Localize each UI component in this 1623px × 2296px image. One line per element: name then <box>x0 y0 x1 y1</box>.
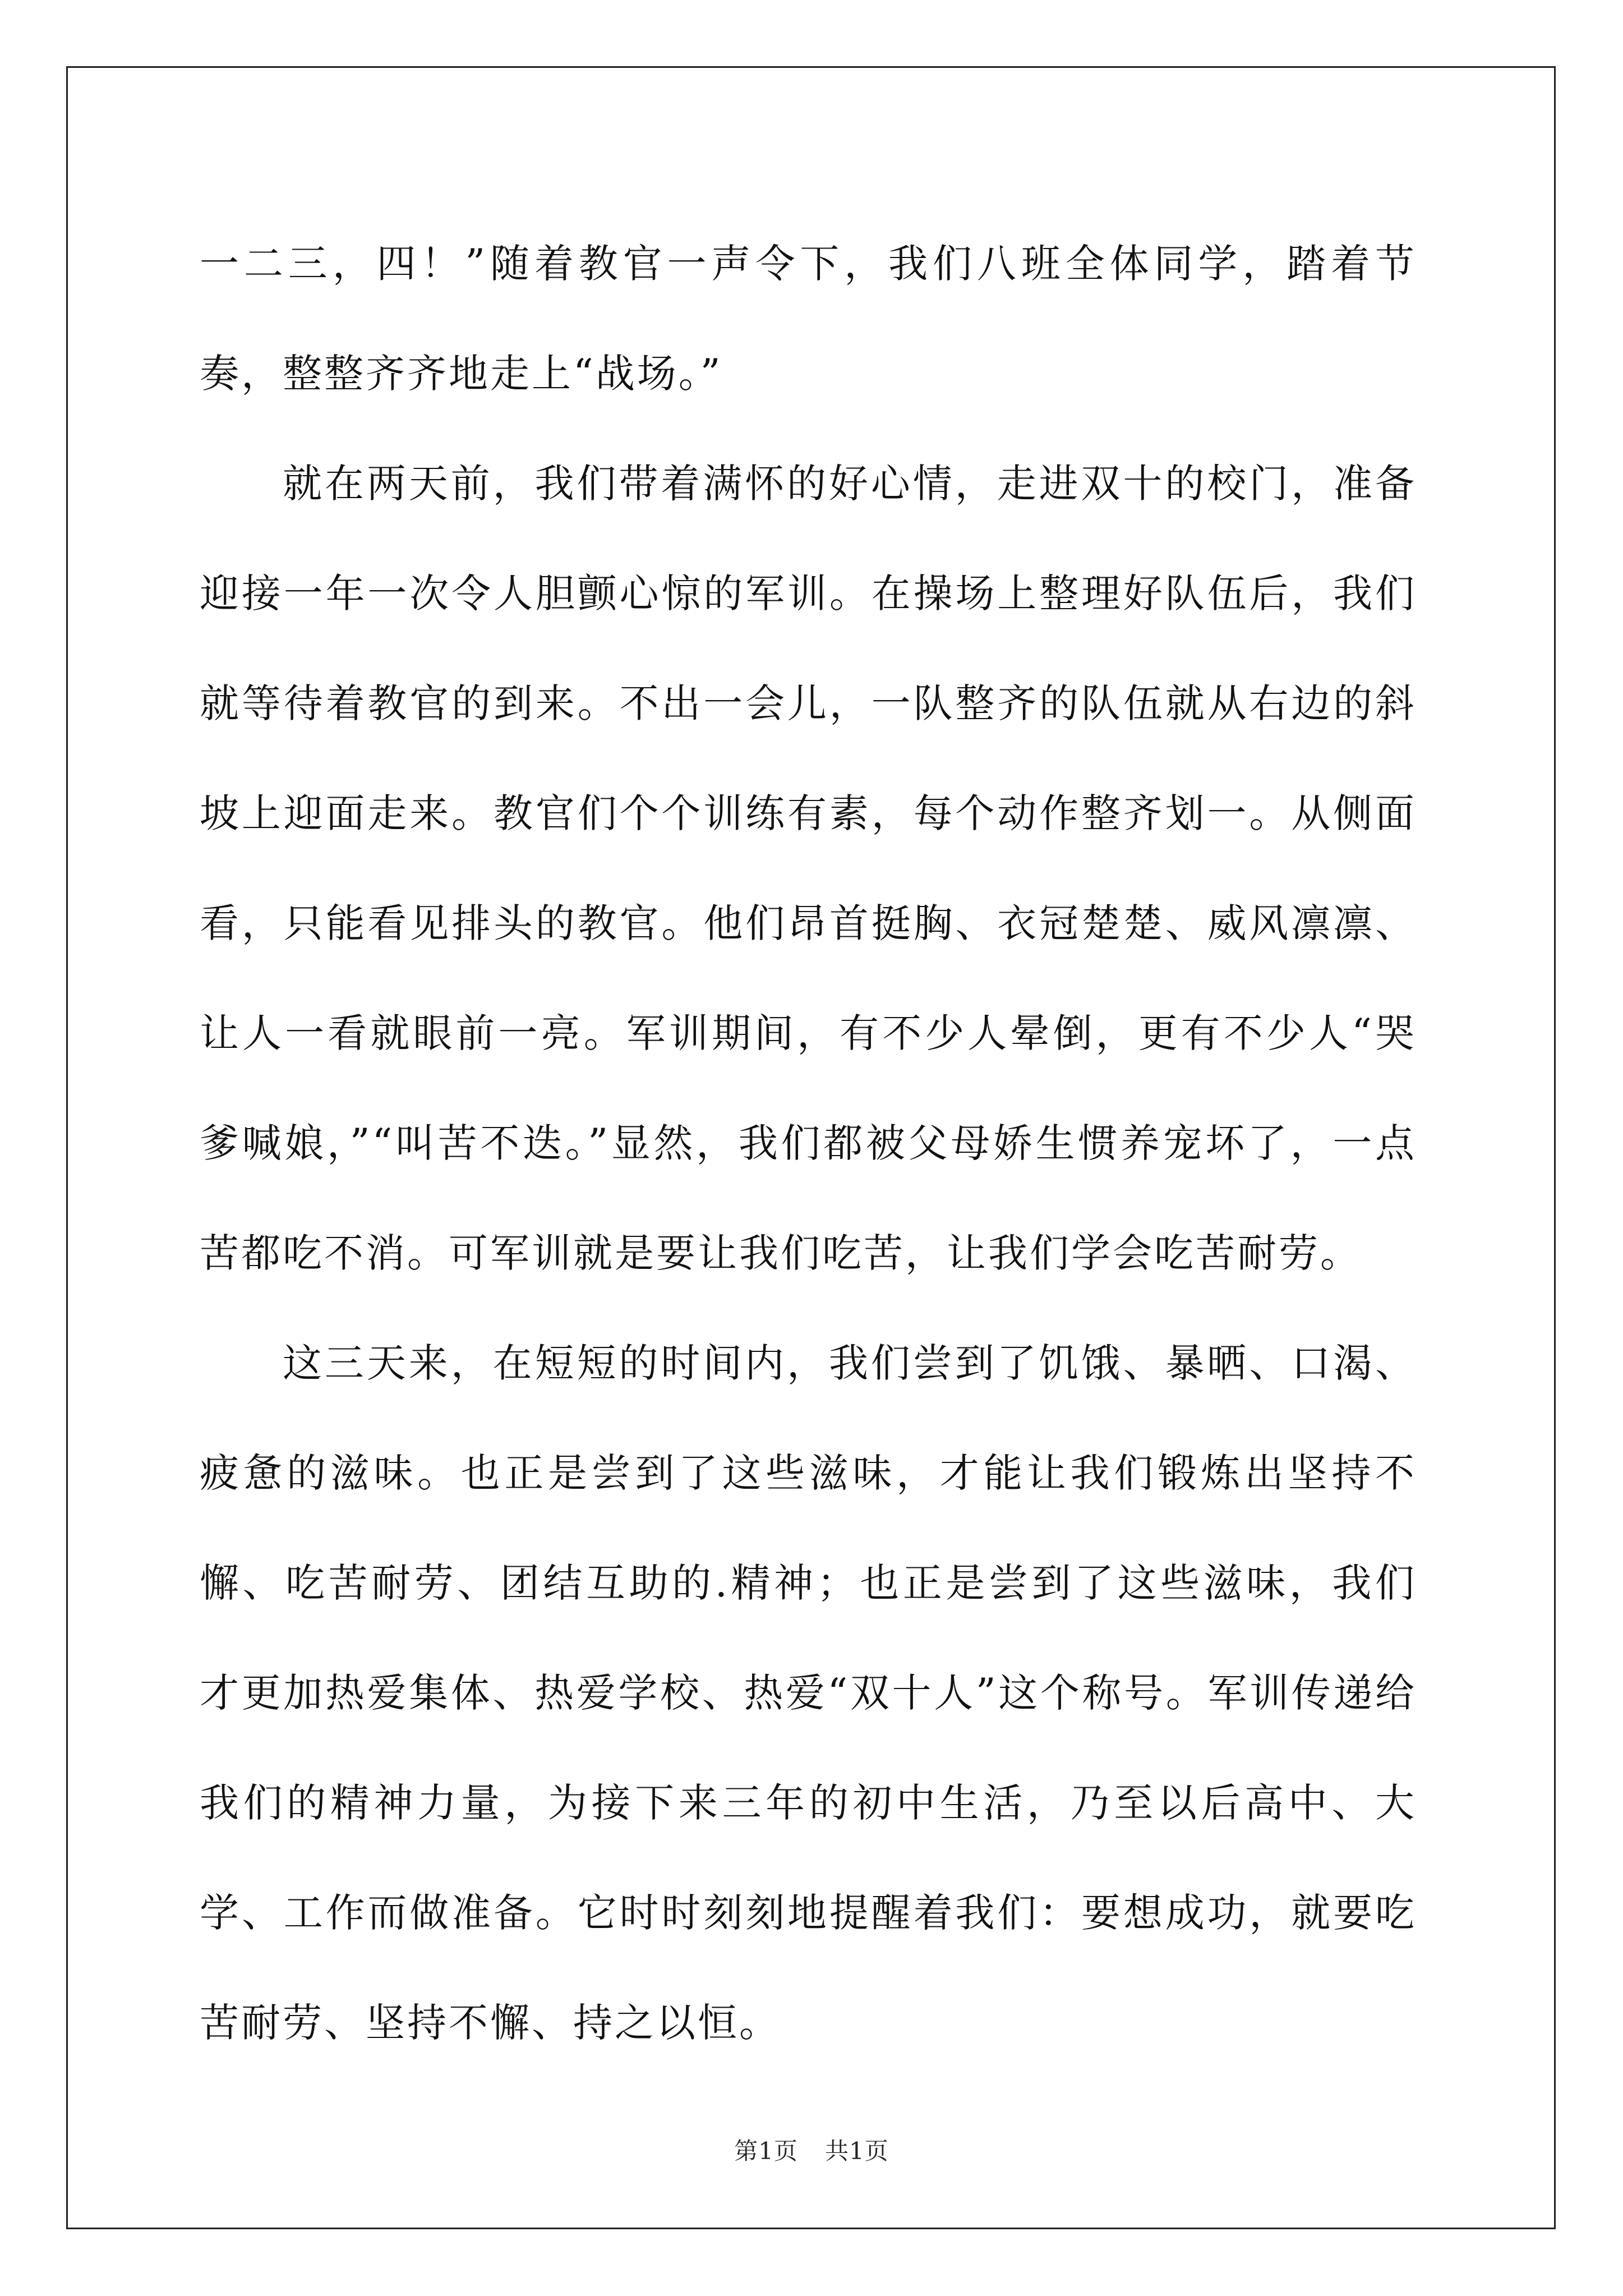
document-body <box>200 209 1417 2078</box>
paragraph-1: 一二三，四！”随着教官一声令下，我们八班全体同学，踏着节奏，整整齐齐地走上“战场。” <box>200 241 1417 397</box>
page-footer <box>0 2133 1623 2166</box>
paragraph-3: 这三天来，在短短的时间内，我们尝到了饥饿、暴晒、口渴、疲惫的滋味。也正是尝到了这些滋味，才能让我们锻炼出坚持不懈、吃苦耐劳、团结互助的.精神；也正是尝到了这些滋味，我们才更加热爱集体、热爱学校、热爱“双十人”这个称号。军训传递给我们的精神力量，为接下来三年的初中生活，乃至以后高中、大学、工作而做准备。它时时刻刻地提醒着我们：要想成功，就要吃苦耐劳、坚持不懈、持之以恒。 <box>200 1340 1417 2046</box>
paragraph-2: 就在两天前，我们带着满怀的好心情，走进双十的校门，准备迎接一年一次令人胆颤心惊的军训。在操场上整理好队伍后，我们就等待着教官的到来。不出一会儿，一队整齐的队伍就从右边的斜坡上迎面走来。教官们个个训练有素，每个动作整齐划一。从侧面看，只能看见排头的教官。他们昂首挺胸、衣冠楚楚、威风凛凛、让人一看就眼前一亮。军训期间，有不少人晕倒，更有不少人“哭爹喊娘，”“叫苦不迭。”显然，我们都被父母娇生惯养宠坏了，一点苦都吃不消。可军训就是要让我们吃苦，让我们学会吃苦耐劳。 <box>200 461 1417 1276</box>
page-total: 共1页 <box>825 2137 889 2165</box>
page-number: 第1页 <box>734 2137 798 2165</box>
